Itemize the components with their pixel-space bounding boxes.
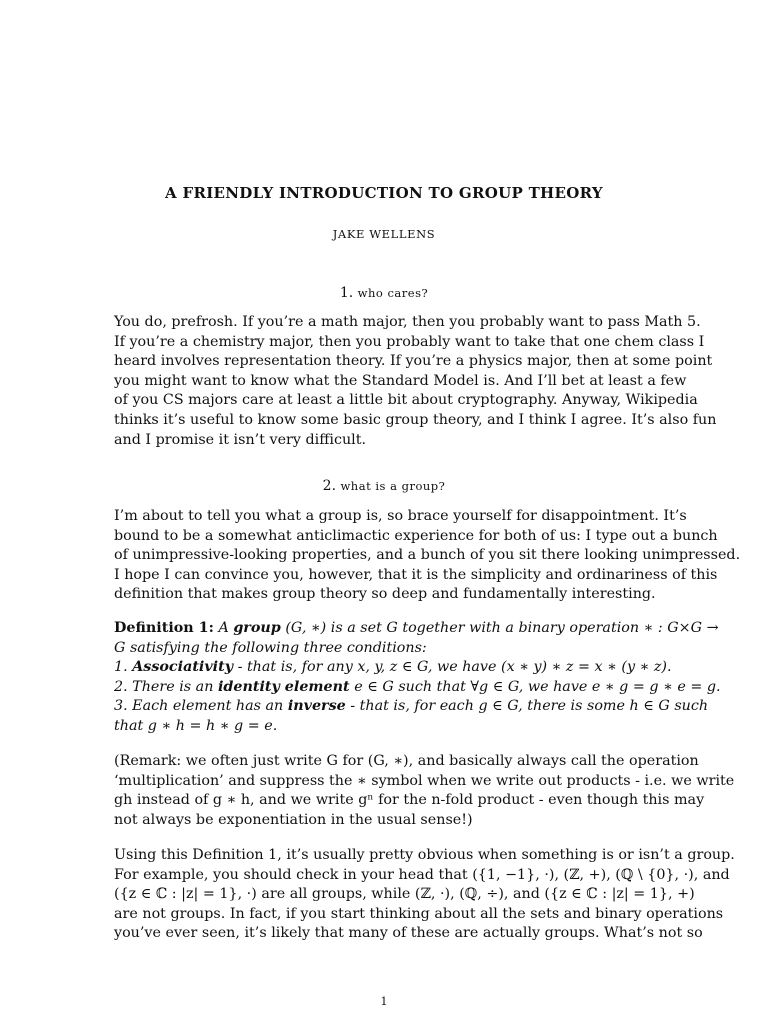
text-line: Using this Definition 1, it’s usually pretty obvious when something is or isn’t a group. <box>114 847 735 863</box>
text-line: For example, you should check in your head that ({1, −1}, ·), (ℤ, +), (ℚ \ {0}, ·), and <box>114 866 730 883</box>
text-line: of you CS majors care at least a little bit about cryptography. Anyway, Wikipedia <box>114 392 698 409</box>
section-1-paragraph <box>114 313 717 450</box>
text-line: You do, prefrosh. If you’re a math major, then you probably want to pass Math 5. <box>114 314 701 330</box>
section-title: who cares? <box>357 286 429 300</box>
section-number: 1. <box>339 285 354 301</box>
text-line: you’ve ever seen, it’s likely that many of these are actually groups. What’s not so <box>114 925 703 942</box>
definition-intro-a: A <box>218 620 229 636</box>
text-line: definition that makes group theory so deep and fundamentally interesting. <box>114 586 656 603</box>
definition-item-3 <box>114 697 709 717</box>
text-line: gh instead of g ∗ h, and we write gⁿ for the n-fold product - even though this may <box>114 792 705 809</box>
definition-item-2 <box>114 678 721 698</box>
item-text: - that is, for each g ∈ G, there is some h ∈ G such <box>350 698 709 715</box>
item-text: - that is, for any x, y, z ∈ G, we have (x ∗ y) ∗ z = x ∗ (y ∗ z). <box>237 659 672 676</box>
section-title: what is a group? <box>340 479 446 493</box>
remark-paragraph <box>114 752 735 830</box>
section-2-paragraph <box>114 507 741 605</box>
text-line: heard involves representation theory. If you’re a physics major, then at some point <box>114 353 713 370</box>
paper-title: A FRIENDLY INTRODUCTION TO GROUP THEORY <box>165 184 603 202</box>
text-line: you might want to know what the Standard Model is. And I’ll bet at least a few <box>114 372 687 389</box>
text-line: I hope I can convince you, however, that it is the simplicity and ordinariness of this <box>114 566 718 583</box>
item-text: e ∈ G such that ∀g ∈ G, we have e ∗ g = g ∗ e = g. <box>354 678 721 695</box>
examples-paragraph <box>114 846 735 944</box>
definition-text: G satisfying the following three conditions: <box>114 639 427 656</box>
definition-line <box>114 639 656 659</box>
text-line: thinks it’s useful to know some basic group theory, and I think I agree. It’s also fun <box>114 411 717 428</box>
definition-line <box>114 717 656 737</box>
text-line: are not groups. In fact, if you start thinking about all the sets and binary operations <box>114 905 724 922</box>
definition-label: Definition 1: <box>114 620 214 636</box>
definition-block <box>114 619 721 737</box>
page-number: 1 <box>380 995 388 1008</box>
item-term: identity element <box>217 678 350 695</box>
section-heading-2 <box>0 478 768 494</box>
text-line: I’m about to tell you what a group is, so brace yourself for disappointment. It’s <box>114 508 687 524</box>
author-name: JAKE WELLENS <box>332 227 436 241</box>
definition-item-1 <box>114 658 672 678</box>
definition-intro-b: (G, ∗) is a set G together with a binary operation ∗ : G×G → <box>285 620 719 636</box>
section-number: 2. <box>322 478 337 494</box>
section-heading-1 <box>0 285 768 301</box>
text-line: and I promise it isn’t very difficult. <box>114 431 367 448</box>
item-term: Associativity <box>132 659 234 676</box>
item-prefix: 3. Each element has an <box>114 698 284 715</box>
text-line: ‘multiplication’ and suppress the ∗ symbol when we write out products - i.e. we write <box>114 772 735 789</box>
item-term: inverse <box>287 698 346 715</box>
text-line: If you’re a chemistry major, then you probably want to take that one chem class I <box>114 333 705 350</box>
item-prefix: 2. There is an <box>114 678 214 695</box>
text-line: bound to be a somewhat anticlimactic experience for both of us: I type out a bunch <box>114 527 718 544</box>
text-line: of unimpressive-looking properties, and a bunch of you sit there looking unimpressed. <box>114 547 741 564</box>
definition-term: group <box>233 620 281 636</box>
text-line: not always be exponentiation in the usual sense!) <box>114 811 473 828</box>
definition-line <box>114 619 719 639</box>
definition-text: that g ∗ h = h ∗ g = e. <box>114 717 278 734</box>
text-line: (Remark: we often just write G for (G, ∗), and basically always call the operation <box>114 753 699 769</box>
item-prefix: 1. <box>114 659 128 676</box>
text-line: ({z ∈ ℂ : |z| = 1}, ·) are all groups, while (ℤ, ·), (ℚ, ÷), and ({z ∈ ℂ : |z| = 1}, +) <box>114 886 695 903</box>
